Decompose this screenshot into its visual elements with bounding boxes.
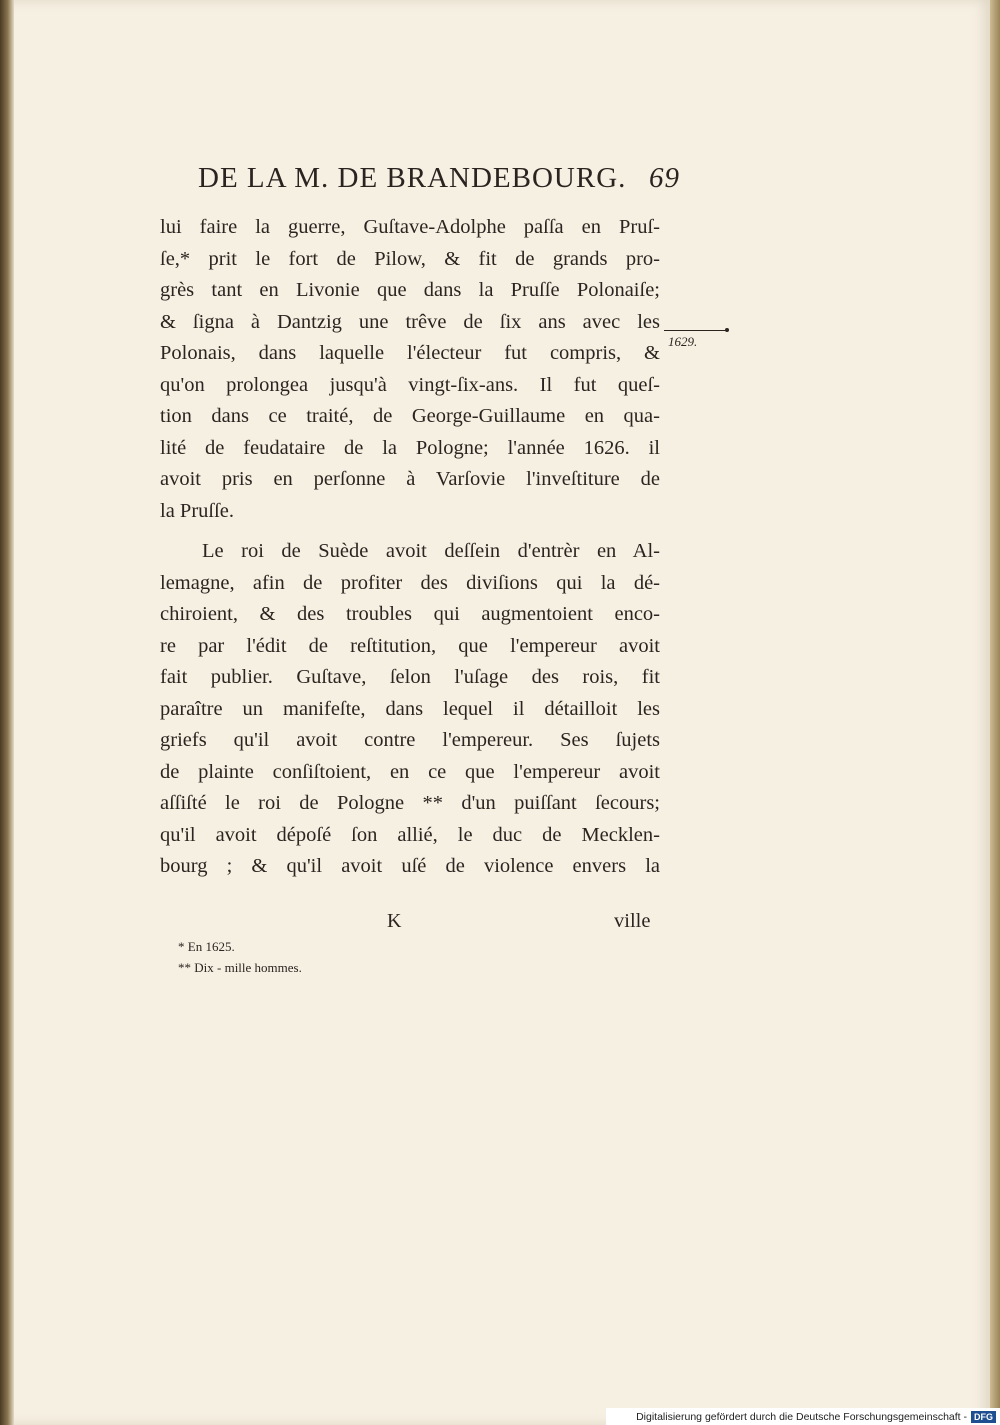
text-line: griefs qu'il avoit contre l'empereur. Ses ſujets <box>160 729 660 751</box>
text-line: lemagne, afin de profiter des diviſions qui la dé- <box>160 571 660 594</box>
paragraph-2 <box>160 536 660 883</box>
catchword: ville <box>614 910 651 932</box>
text-line: qu'il avoit dépoſé ſon allié, le duc de Mecklen- <box>160 823 660 846</box>
dfg-logo-icon: DFG <box>971 1411 996 1423</box>
text-line: tion dans ce traité, de George-Guillaume en qua- <box>160 405 660 427</box>
text-line: ſe,* prit le fort de Pilow, & fit de grands pro- <box>160 247 660 270</box>
footnote: ** Dix - mille hommes. <box>178 960 302 975</box>
text-line: chiroient, & des troubles qui augmentoient enco- <box>160 603 660 625</box>
text-line: qu'on prolongea jusqu'à vingt-ſix-ans. Il fut queſ- <box>160 373 660 396</box>
margin-rule <box>664 330 726 331</box>
footnote: * En 1625. <box>178 939 235 954</box>
text-line: & ſigna à Dantzig une trêve de ſix ans avec les <box>160 310 660 333</box>
text-line: bourg ; & qu'il avoit uſé de violence envers la <box>160 855 660 877</box>
text-line: Polonais, dans laquelle l'électeur fut compris, & <box>160 342 660 364</box>
running-header <box>198 162 680 195</box>
signature-mark: K <box>387 910 402 932</box>
text-line: la Pruſſe. <box>160 499 235 522</box>
digitization-credit-bar <box>606 1408 1000 1425</box>
text-line: avoit pris en perſonne à Varſovie l'inveſtiture de <box>160 468 660 490</box>
text-line: grès tant en Livonie que dans la Pruſſe Polonaiſe; <box>160 279 660 301</box>
text-line: paraître un manifeſte, dans lequel il détailloit les <box>160 697 660 720</box>
page-number: 69 <box>649 162 680 194</box>
text-line: lité de feudataire de la Pologne; l'année 1626. il <box>160 436 660 459</box>
footnotes <box>178 936 302 978</box>
running-title: DE LA M. DE BRANDEBOURG. <box>198 162 627 194</box>
text-line: de plainte conſiſtoient, en ce que l'empereur avoit <box>160 760 660 783</box>
text-line: aſſiſté le roi de Pologne ** d'un puiſſant ſecours; <box>160 792 660 814</box>
paragraph-1 <box>160 212 660 527</box>
text-line: Le roi de Suède avoit deſſein d'entrèr en Al- <box>202 540 660 562</box>
text-line: re par l'édit de reſtitution, que l'empereur avoit <box>160 634 660 657</box>
credit-text: Digitalisierung gefördert durch die Deutsche Forschungsgemeinschaft - <box>636 1410 967 1423</box>
margin-date-note: 1629. <box>668 334 698 349</box>
body-text <box>160 212 660 883</box>
margin-dot <box>725 328 729 332</box>
page-edge <box>990 0 1000 1425</box>
text-line: fait publier. Guſtave, ſelon l'uſage des rois, fit <box>160 666 660 688</box>
text-line: lui faire la guerre, Guſtave-Adolphe paſſa en Pruſ- <box>160 216 660 238</box>
book-gutter <box>0 0 14 1425</box>
